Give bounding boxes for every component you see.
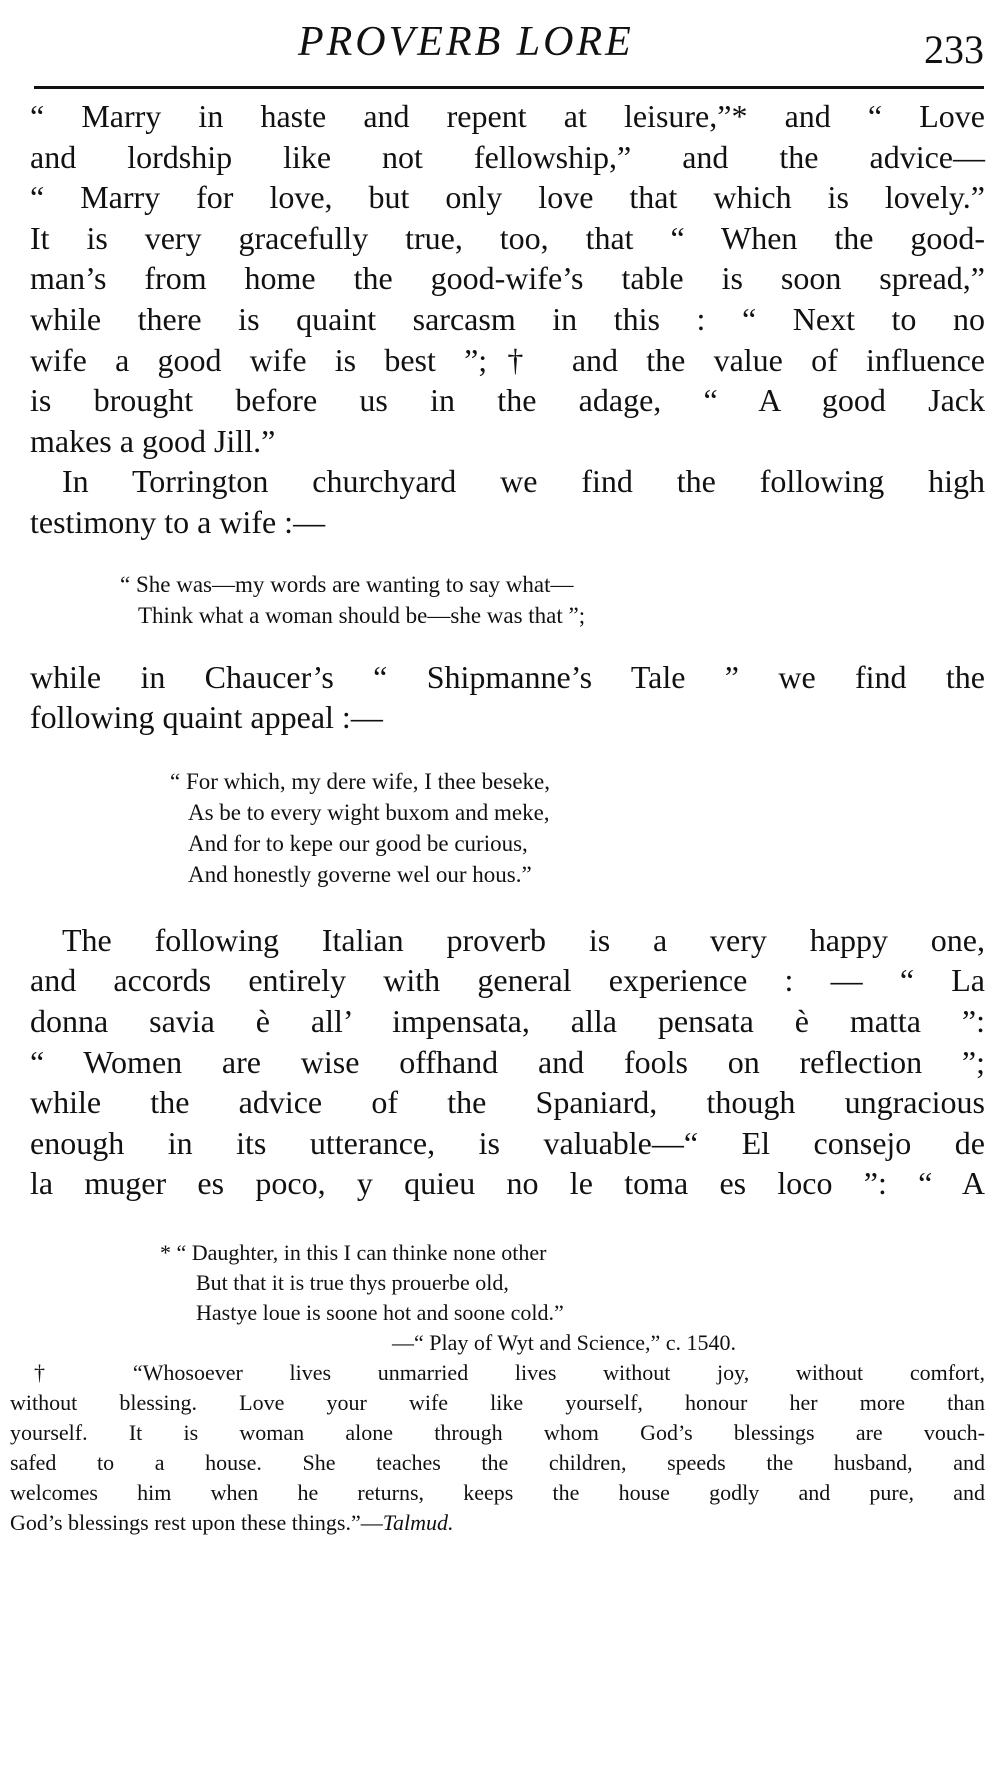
text-line: while in Chaucer’s “ Shipmanne’s Tale ” we find the <box>30 658 985 695</box>
footnote-source: Talmud. <box>382 1510 454 1535</box>
text-line: makes a good Jill.” <box>30 422 276 459</box>
footnote-attribution: —“ Play of Wyt and Science,” c. 1540. <box>392 1330 737 1355</box>
text-line: wife a good wife is best ”;† and the value of influence <box>30 341 985 378</box>
footnote-1 <box>160 1238 985 1358</box>
text-line: “ Marry for love, but only love that which is lovely.” <box>30 179 985 216</box>
text-line: and accords entirely with general experience : — “ La <box>30 962 985 999</box>
paragraph-1 <box>30 96 985 461</box>
paragraph-4 <box>30 920 985 1204</box>
footnote-line: without blessing. Love your wife like yourself, honour her more than <box>10 1390 985 1415</box>
verse-chaucer <box>170 766 985 890</box>
footnote-2 <box>10 1358 985 1538</box>
header-rule <box>34 86 984 89</box>
footnote-line: safed to a house. She teaches the children, speeds the husband, and <box>10 1450 985 1475</box>
footnote-line: But that it is true thys prouerbe old, <box>196 1270 509 1295</box>
text-line: while there is quaint sarcasm in this : “ Next to no <box>30 300 985 337</box>
verse-line: As be to every wight buxom and meke, <box>188 799 550 825</box>
text-line: la muger es poco, y quieu no le toma es loco ”: “ A <box>30 1165 985 1202</box>
page-header <box>34 18 984 88</box>
text-line: It is very gracefully true, too, that “ When the good- <box>30 219 985 256</box>
footnote-line: * “ Daughter, in this I can thinke none other <box>160 1240 547 1265</box>
footnote-text: God’s blessings rest upon these things.”— <box>10 1510 383 1535</box>
text-line: “ Marry in haste and repent at leisure,”* and “ Love <box>30 98 985 134</box>
page-number: 233 <box>924 27 984 72</box>
verse-line: “ For which, my dere wife, I thee beseke, <box>170 768 550 794</box>
text-line: “ Women are wise offhand and fools on reflection ”; <box>30 1043 985 1080</box>
text-line: while the advice of the Spaniard, though ungracious <box>30 1084 985 1121</box>
text-line: testimony to a wife :— <box>30 503 326 540</box>
verse-line: “ She was—my words are wanting to say what— <box>120 571 574 597</box>
paragraph-3 <box>30 657 985 738</box>
verse-line: And honestly governe wel our hous.” <box>188 861 532 887</box>
text-line: The following Italian proverb is a very happy one, <box>62 921 985 958</box>
verse-epitaph <box>120 569 985 631</box>
text-line: and lordship like not fellowship,” and the advice— <box>30 138 985 175</box>
footnote-line: welcomes him when he returns, keeps the house godly and pure, and <box>10 1480 985 1505</box>
text-line: In Torrington churchyard we find the following high <box>62 463 985 500</box>
footnote-line: † “Whosoever lives unmarried lives without joy, without comfort, <box>34 1360 985 1385</box>
footnote-line: yourself. It is woman alone through whom God’s blessings are vouch- <box>10 1420 985 1445</box>
text-line: following quaint appeal :— <box>30 699 383 736</box>
text-line: donna savia è all’ impensata, alla pensata è matta ”: <box>30 1002 985 1039</box>
verse-line: Think what a woman should be—she was that ”; <box>138 602 586 628</box>
paragraph-2 <box>30 461 985 542</box>
text-line: is brought before us in the adage, “ A good Jack <box>30 382 985 419</box>
text-line: enough in its utterance, is valuable—“ El consejo de <box>30 1124 985 1161</box>
running-title: PROVERB LORE <box>298 19 634 65</box>
verse-line: And for to kepe our good be curious, <box>188 830 528 856</box>
main-text <box>30 96 985 1204</box>
footnote-line: Hastye loue is soone hot and soone cold.” <box>196 1300 564 1325</box>
footnote-last-line <box>10 1508 985 1538</box>
footnotes <box>10 1238 985 1538</box>
text-line: man’s from home the good-wife’s table is soon spread,” <box>30 260 985 297</box>
